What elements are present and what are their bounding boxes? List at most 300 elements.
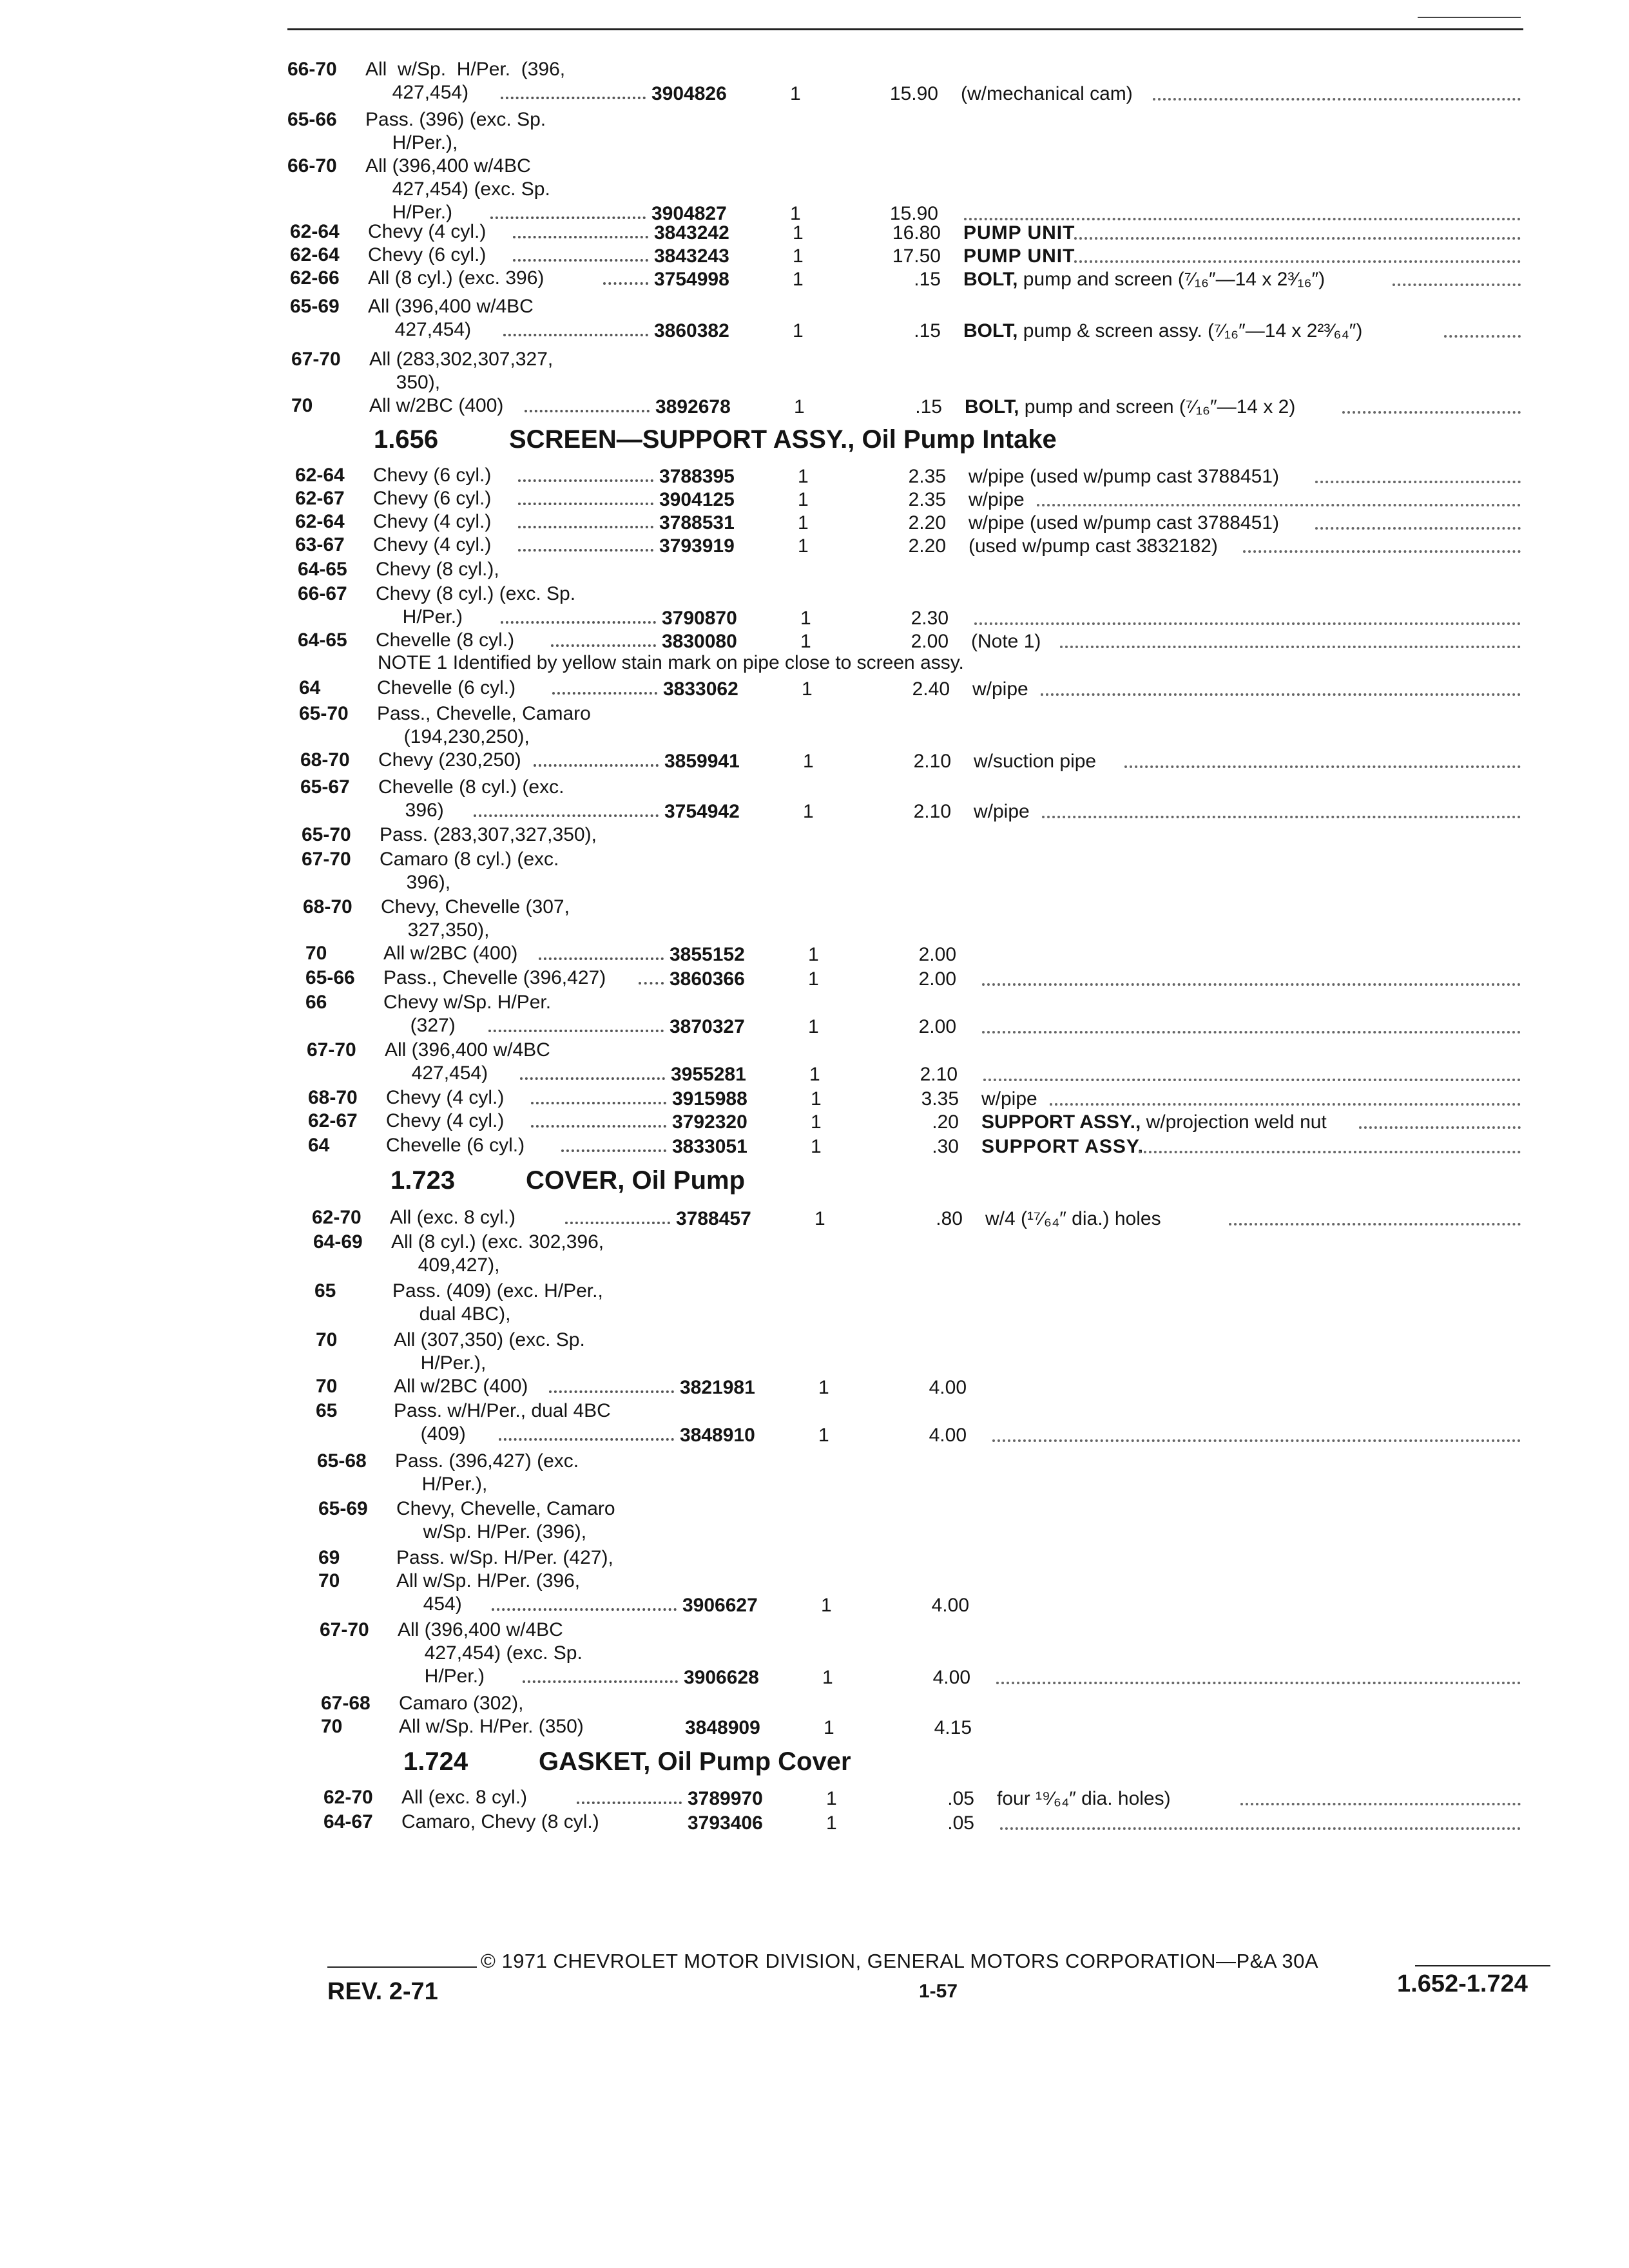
parts-row xyxy=(287,58,1547,104)
application-text: Chevy (6 cyl.) xyxy=(368,244,487,265)
application-text: w/Sp. H/Per. (396), xyxy=(396,1521,587,1542)
model-years: 67-70 xyxy=(320,1619,369,1640)
price: .15 xyxy=(914,269,941,290)
remark-dot-leader xyxy=(1153,98,1521,101)
parts-row xyxy=(323,1811,1547,1834)
application-text: All w/2BC (400) xyxy=(394,1376,528,1397)
price: 2.00 xyxy=(911,631,949,652)
dot-leader xyxy=(525,410,650,412)
model-years: 65-70 xyxy=(299,703,349,724)
remark-dot-leader xyxy=(1037,504,1521,506)
quantity: 1 xyxy=(802,678,813,700)
dot-leader xyxy=(534,764,659,767)
model-years: 65-69 xyxy=(290,296,340,317)
application-text: Chevy (8 cyl.) (exc. Sp. xyxy=(376,583,576,604)
application-text: H/Per.), xyxy=(394,1352,487,1374)
application-text: All (396,400 w/4BC xyxy=(385,1039,550,1061)
model-years: 62-64 xyxy=(290,244,340,265)
footer-right-rule xyxy=(1415,1965,1550,1966)
dot-leader xyxy=(474,814,659,817)
section-number: 1.723 xyxy=(390,1166,456,1195)
dot-leader xyxy=(513,259,648,262)
part-number: 3788531 xyxy=(659,512,735,533)
dot-leader xyxy=(639,982,664,985)
part-number: 3860382 xyxy=(654,320,729,341)
price: 2.00 xyxy=(918,968,956,990)
application-text: 396) xyxy=(378,800,444,821)
part-number: 3754998 xyxy=(654,269,729,290)
application-text: All (396,400 w/4BC xyxy=(398,1619,563,1640)
model-years: 70 xyxy=(305,943,327,964)
part-number: 3792320 xyxy=(672,1111,747,1133)
parts-row xyxy=(305,942,1547,965)
remark-dot-leader xyxy=(1000,1827,1521,1830)
part-number: 3848909 xyxy=(685,1717,760,1738)
model-years: 66 xyxy=(305,992,327,1013)
application-text: H/Per.), xyxy=(365,132,458,153)
model-years: 65-69 xyxy=(318,1498,368,1519)
remarks: (Note 1) xyxy=(971,631,1041,652)
quantity: 1 xyxy=(793,245,804,267)
model-years: 67-68 xyxy=(321,1693,371,1714)
model-years: 68-70 xyxy=(303,896,352,918)
price: 15.90 xyxy=(889,203,938,224)
model-years: 65 xyxy=(316,1400,338,1421)
price: .05 xyxy=(947,1812,974,1834)
application-text: 427,454) (exc. Sp. xyxy=(365,178,550,200)
application-text: All (exc. 8 cyl.) xyxy=(401,1787,528,1808)
application-text: (194,230,250), xyxy=(377,726,530,747)
remarks: w/4 (¹⁷⁄₆₄″ dia.) holes xyxy=(985,1208,1161,1229)
price: 2.00 xyxy=(918,944,956,965)
remark-dot-leader xyxy=(1042,816,1521,818)
part-number: 3904827 xyxy=(651,203,727,224)
part-number: 3915988 xyxy=(672,1088,747,1110)
price: 4.00 xyxy=(932,1667,970,1688)
price: 2.35 xyxy=(908,466,946,487)
dot-leader xyxy=(603,282,649,285)
price: .80 xyxy=(936,1208,963,1229)
remark-dot-leader xyxy=(1315,481,1521,483)
remarks: (used w/pump cast 3832182) xyxy=(969,535,1218,557)
dot-leader xyxy=(518,526,653,528)
model-years: 65-70 xyxy=(302,824,351,845)
application-text: Chevelle (6 cyl.) xyxy=(386,1135,525,1156)
part-number: 3821981 xyxy=(680,1377,755,1398)
part-number: 3843242 xyxy=(654,222,729,244)
part-number: 3848910 xyxy=(680,1425,755,1446)
parts-row xyxy=(318,1497,1547,1544)
parts-row xyxy=(298,629,1547,652)
remark-dot-leader xyxy=(1074,260,1521,263)
parts-row xyxy=(303,896,1547,942)
part-number: 3860366 xyxy=(670,968,745,990)
model-years: 62-66 xyxy=(290,267,340,289)
price: 2.30 xyxy=(911,608,949,629)
dot-leader xyxy=(539,957,664,960)
application-text: All (exc. 8 cyl.) xyxy=(390,1207,516,1228)
model-years: 62-64 xyxy=(295,511,345,532)
remarks: w/pipe xyxy=(981,1088,1037,1110)
remarks: w/pipe xyxy=(969,489,1025,510)
application-text: Camaro (8 cyl.) (exc. xyxy=(380,849,559,870)
part-number: 3870327 xyxy=(670,1016,745,1037)
remark-dot-leader xyxy=(982,1031,1521,1033)
parts-row xyxy=(323,1786,1547,1809)
application-text: Chevelle (6 cyl.) xyxy=(377,677,516,698)
quantity: 1 xyxy=(815,1208,825,1229)
remarks: PUMP UNIT xyxy=(963,245,1075,267)
remark-dot-leader xyxy=(983,1079,1521,1081)
model-years: 68-70 xyxy=(300,749,350,771)
parts-row xyxy=(291,348,1547,394)
price: 2.10 xyxy=(913,801,951,822)
part-number: 3906628 xyxy=(684,1667,759,1688)
remark-dot-leader xyxy=(996,1682,1521,1684)
application-text: Chevelle (8 cyl.) (exc. xyxy=(378,776,564,798)
model-years: 65-66 xyxy=(305,967,355,988)
quantity: 1 xyxy=(822,1667,833,1688)
quantity: 1 xyxy=(793,222,804,244)
section-heading xyxy=(374,425,1057,454)
remarks: four ¹⁹⁄₆₄″ dia. holes) xyxy=(997,1788,1171,1809)
model-years: 67-70 xyxy=(302,849,351,870)
parts-row xyxy=(313,1231,1547,1277)
quantity: 1 xyxy=(803,751,814,772)
application-text: (409) xyxy=(394,1423,466,1445)
remark-dot-leader xyxy=(1139,1151,1521,1153)
remark-dot-leader xyxy=(974,622,1521,625)
dot-leader xyxy=(523,1680,678,1683)
parts-row xyxy=(290,295,1547,341)
remarks: PUMP UNIT xyxy=(963,222,1075,244)
application-text: 427,454) xyxy=(385,1062,488,1084)
parts-row xyxy=(302,848,1547,894)
part-number: 3793919 xyxy=(659,535,735,557)
application-text: All (396,400 w/4BC xyxy=(368,296,534,317)
quantity: 1 xyxy=(790,83,801,104)
model-years: 70 xyxy=(316,1329,338,1350)
remarks: w/pipe xyxy=(972,678,1028,700)
parts-row xyxy=(308,1110,1547,1133)
footer-section-range: 1.652-1.724 xyxy=(1397,1970,1528,1997)
parts-row xyxy=(287,108,1547,155)
application-text: 427,454) xyxy=(365,82,469,103)
quantity: 1 xyxy=(811,1111,822,1133)
price: .05 xyxy=(947,1788,974,1809)
parts-row xyxy=(305,991,1547,1037)
dot-leader xyxy=(520,1077,666,1080)
application-text: All (307,350) (exc. Sp. xyxy=(394,1329,585,1350)
application-text: Chevy (230,250) xyxy=(378,749,521,771)
model-years: 70 xyxy=(321,1716,343,1737)
application-text: (327) xyxy=(383,1015,456,1036)
remark-dot-leader xyxy=(1359,1126,1521,1129)
price: .20 xyxy=(932,1111,959,1133)
application-text: Pass. (396,427) (exc. xyxy=(395,1450,579,1472)
remarks: w/pipe xyxy=(974,801,1030,822)
model-years: 67-70 xyxy=(291,349,341,370)
remarks: w/pipe (used w/pump cast 3788451) xyxy=(969,466,1279,487)
quantity: 1 xyxy=(808,1016,819,1037)
parts-row xyxy=(318,1546,1547,1570)
remark-dot-leader xyxy=(1229,1223,1521,1225)
price: .15 xyxy=(914,320,941,341)
remark-dot-leader xyxy=(1342,411,1521,414)
model-years: 65-66 xyxy=(287,109,337,130)
application-text: Chevy w/Sp. H/Per. xyxy=(383,992,552,1013)
model-years: 70 xyxy=(318,1570,340,1591)
parts-row xyxy=(314,1280,1547,1326)
dot-leader xyxy=(518,503,653,505)
part-number: 3843243 xyxy=(654,245,729,267)
application-text: Chevy (8 cyl.), xyxy=(376,559,499,580)
dot-leader xyxy=(551,644,657,647)
section-number: 1.724 xyxy=(403,1747,468,1776)
price: 17.50 xyxy=(892,245,941,267)
parts-row xyxy=(312,1206,1547,1229)
remarks: SUPPORT ASSY., w/projection weld nut xyxy=(981,1111,1327,1133)
application-text: Chevelle (8 cyl.) xyxy=(376,629,515,651)
model-years: 64 xyxy=(299,677,321,698)
quantity: 1 xyxy=(821,1595,832,1616)
remarks: (w/mechanical cam) xyxy=(961,83,1133,104)
quantity: 1 xyxy=(800,608,811,629)
price: 2.35 xyxy=(908,489,946,510)
quantity: 1 xyxy=(798,466,809,487)
section-number: 1.656 xyxy=(374,425,439,454)
part-number: 3904826 xyxy=(651,83,727,104)
page-top-line xyxy=(1418,17,1521,18)
model-years: 64 xyxy=(308,1135,330,1156)
remark-dot-leader xyxy=(1074,237,1521,240)
remarks: SUPPORT ASSY. xyxy=(981,1136,1144,1157)
quantity: 1 xyxy=(809,1064,820,1085)
section-title: GASKET, Oil Pump Cover xyxy=(539,1747,851,1776)
application-text: Chevy (4 cyl.) xyxy=(373,511,492,532)
quantity: 1 xyxy=(818,1425,829,1446)
application-text: H/Per.) xyxy=(398,1666,485,1687)
model-years: 66-70 xyxy=(287,59,337,80)
price: 4.00 xyxy=(929,1425,967,1446)
dot-leader xyxy=(503,334,649,336)
parts-row xyxy=(290,267,1547,290)
application-text: H/Per.) xyxy=(376,606,463,628)
application-text: Camaro, Chevy (8 cyl.) xyxy=(401,1811,599,1832)
parts-row xyxy=(320,1619,1547,1688)
model-years: 69 xyxy=(318,1547,340,1568)
remark-dot-leader xyxy=(1050,1103,1521,1106)
model-years: 66-70 xyxy=(287,155,337,177)
model-years: 66-67 xyxy=(298,583,347,604)
application-text: 454) xyxy=(396,1593,462,1615)
quantity: 1 xyxy=(826,1788,837,1809)
dot-leader xyxy=(499,1438,674,1441)
application-text: Pass. (283,307,327,350), xyxy=(380,824,597,845)
model-years: 62-64 xyxy=(295,465,345,486)
remark-dot-leader xyxy=(1060,646,1521,648)
application-text: Pass. w/H/Per., dual 4BC xyxy=(394,1400,611,1421)
parts-row xyxy=(299,677,1547,700)
price: 2.40 xyxy=(912,678,950,700)
application-text: Pass., Chevelle (396,427) xyxy=(383,967,606,988)
parts-row xyxy=(298,582,1547,629)
parts-row xyxy=(299,702,1547,749)
model-years: 65-68 xyxy=(317,1450,367,1472)
part-number: 3754942 xyxy=(664,801,740,822)
model-years: 62-70 xyxy=(323,1787,373,1808)
model-years: 65 xyxy=(314,1280,336,1302)
application-text: Chevy (4 cyl.) xyxy=(386,1110,505,1131)
remark-dot-leader xyxy=(982,983,1521,986)
parts-row xyxy=(318,1570,1547,1616)
parts-row xyxy=(308,1086,1547,1110)
model-years: 64-65 xyxy=(298,629,347,651)
application-text: All w/2BC (400) xyxy=(369,395,504,416)
quantity: 1 xyxy=(808,968,819,990)
application-text: 396), xyxy=(380,872,451,893)
quantity: 1 xyxy=(798,489,809,510)
quantity: 1 xyxy=(818,1377,829,1398)
application-text: All w/Sp. H/Per. (396, xyxy=(396,1570,581,1591)
dot-leader xyxy=(488,1030,664,1032)
part-number: 3906627 xyxy=(682,1595,758,1616)
parts-row xyxy=(295,510,1547,533)
parts-row xyxy=(316,1399,1547,1446)
parts-row xyxy=(316,1375,1547,1398)
application-text: H/Per.), xyxy=(395,1474,488,1495)
application-text: 427,454) (exc. Sp. xyxy=(398,1642,583,1664)
part-number: 3855152 xyxy=(670,944,745,965)
dot-leader xyxy=(531,1125,666,1128)
part-number: 3955281 xyxy=(671,1064,746,1085)
parts-row xyxy=(321,1715,1547,1738)
footer-left-rule xyxy=(327,1966,477,1968)
quantity: 1 xyxy=(793,269,804,290)
parts-row xyxy=(307,1039,1547,1085)
application-text: All (396,400 w/4BC xyxy=(365,155,531,177)
quantity: 1 xyxy=(808,944,819,965)
application-text: H/Per.) xyxy=(365,202,453,223)
remark-dot-leader xyxy=(1393,284,1521,286)
application-text: Pass. (409) (exc. H/Per., xyxy=(392,1280,603,1302)
application-text: Pass. w/Sp. H/Per. (427), xyxy=(396,1547,613,1568)
remark-dot-leader xyxy=(1315,527,1521,530)
part-number: 3830080 xyxy=(662,631,737,652)
quantity: 1 xyxy=(811,1136,822,1157)
model-years: 65-67 xyxy=(300,776,350,798)
remarks: BOLT, pump & screen assy. (⁷⁄₁₆″—14 x 2²³⁄₆₄″) xyxy=(963,320,1363,341)
application-text: Camaro (302), xyxy=(399,1693,524,1714)
price: 4.00 xyxy=(929,1377,967,1398)
model-years: 62-64 xyxy=(290,221,340,242)
parts-row xyxy=(295,487,1547,510)
part-number: 3793406 xyxy=(688,1812,763,1834)
dot-leader xyxy=(565,1222,671,1224)
application-text: Pass., Chevelle, Camaro xyxy=(377,703,591,724)
part-number: 3833051 xyxy=(672,1136,747,1157)
model-years: 64-65 xyxy=(298,559,347,580)
quantity: 1 xyxy=(824,1717,834,1738)
parts-row xyxy=(300,749,1547,772)
price: 4.00 xyxy=(931,1595,969,1616)
dot-leader xyxy=(549,1390,675,1393)
application-text: Pass. (396) (exc. Sp. xyxy=(365,109,546,130)
dot-leader xyxy=(531,1102,666,1104)
application-text: All (8 cyl.) (exc. 396) xyxy=(368,267,545,289)
parts-row xyxy=(305,966,1547,990)
price: .30 xyxy=(932,1136,959,1157)
application-text: Chevy (6 cyl.) xyxy=(373,488,492,509)
section-heading xyxy=(390,1166,745,1195)
remark-dot-leader xyxy=(992,1439,1521,1442)
application-text: Chevy (4 cyl.) xyxy=(373,534,492,555)
remark-dot-leader xyxy=(1444,335,1521,338)
part-number: 3788395 xyxy=(659,466,735,487)
application-text: Chevy (6 cyl.) xyxy=(373,465,492,486)
quantity: 1 xyxy=(798,512,809,533)
remarks: w/suction pipe xyxy=(974,751,1097,772)
section-title: SCREEN—SUPPORT ASSY., Oil Pump Intake xyxy=(509,425,1057,454)
part-number: 3859941 xyxy=(664,751,740,772)
application-text: Chevy, Chevelle, Camaro xyxy=(396,1498,615,1519)
model-years: 67-70 xyxy=(307,1039,356,1061)
application-text: 427,454) xyxy=(368,319,472,340)
quantity: 1 xyxy=(803,801,814,822)
price: .15 xyxy=(915,396,942,418)
dot-leader xyxy=(490,216,646,219)
parts-row xyxy=(290,220,1547,244)
model-years: 62-67 xyxy=(308,1110,358,1131)
application-text: 350), xyxy=(369,372,441,393)
dot-leader xyxy=(577,1802,682,1804)
parts-row xyxy=(298,558,1547,581)
part-number: 3790870 xyxy=(662,608,737,629)
section-title: COVER, Oil Pump xyxy=(526,1166,746,1195)
parts-row xyxy=(291,394,1547,418)
application-text: 409,427), xyxy=(391,1254,500,1276)
application-text: All w/Sp. H/Per. (396, xyxy=(365,59,566,80)
application-text: dual 4BC), xyxy=(392,1303,511,1325)
model-years: 64-69 xyxy=(313,1231,363,1253)
price: 4.15 xyxy=(934,1717,972,1738)
parts-row xyxy=(302,823,1547,847)
price: 2.10 xyxy=(920,1064,958,1085)
quantity: 1 xyxy=(826,1812,837,1834)
footer-revision: REV. 2-71 xyxy=(327,1978,438,2005)
application-text: All (283,302,307,327, xyxy=(369,349,554,370)
remark-dot-leader xyxy=(1243,550,1521,553)
parts-row xyxy=(295,533,1547,557)
dot-leader xyxy=(518,549,653,552)
quantity: 1 xyxy=(790,203,801,224)
remarks: BOLT, pump and screen (⁷⁄₁₆″—14 x 2) xyxy=(965,396,1296,418)
dot-leader xyxy=(513,236,648,238)
model-years: 64-67 xyxy=(323,1811,373,1832)
price: 2.20 xyxy=(908,512,946,533)
quantity: 1 xyxy=(811,1088,822,1110)
price: 2.10 xyxy=(913,751,951,772)
model-years: 68-70 xyxy=(308,1087,358,1108)
remarks: BOLT, pump and screen (⁷⁄₁₆″—14 x 2³⁄₁₆″) xyxy=(963,269,1325,290)
price: 3.35 xyxy=(921,1088,959,1110)
quantity: 1 xyxy=(800,631,811,652)
parts-row xyxy=(316,1329,1547,1375)
parts-row xyxy=(287,155,1547,224)
remark-dot-leader xyxy=(1041,693,1521,696)
part-number: 3788457 xyxy=(676,1208,751,1229)
quantity: 1 xyxy=(794,396,805,418)
